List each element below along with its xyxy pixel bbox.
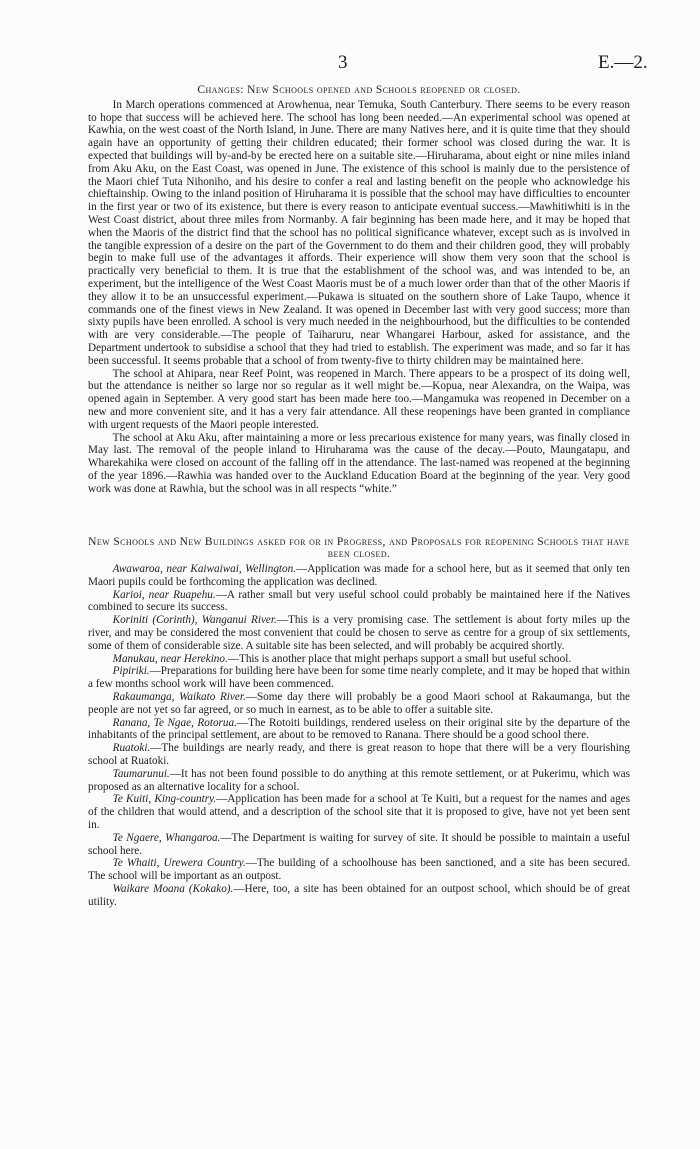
entry-paragraph [88,793,630,831]
entry-text: —Application has been made for a school at Te Kuiti, but a request for the names and ages of the children that would attend, and a description of the school site that it is proposed to give, have not yet been sent in. [88,793,630,832]
entry-paragraph [88,832,630,858]
place-name: Koriniti (Corinth), Wanganui River. [112,614,277,627]
place-name: Manukau, near Herekino. [112,652,228,665]
entry-text: —Application was made for a school here, but as it seemed that only ten Maori pupils could be forthcoming the application was declined. [88,563,630,588]
place-name: Karioi, near Ruapehu. [112,588,216,601]
entry-text: —The Department is waiting for survey of site. It should be possible to maintain a useful school here. [88,831,631,857]
place-name: Ruatoki. [112,742,151,755]
entry-paragraph [88,653,630,666]
place-name: Ranana, Te Ngae, Rotorua. [112,716,237,729]
entry-paragraph [88,614,630,652]
place-name: Rakaumanga, Waikato River. [112,691,246,704]
entry-paragraph [88,665,630,691]
entry-paragraph [88,742,630,768]
place-name: Te Whaiti, Urewera Country. [112,857,246,870]
place-name: Taumarunui. [112,767,170,780]
entry-paragraph [88,589,630,615]
paragraph: The school at Aku Aku, after maintaining a more or less precarious existence for many years, was finally closed in May last. The removal of the people inland to Hiruharama was the cause of the decay.—Pouto, Maungatapu, and Wharekahika were closed on account of the falling off in the attendance. The last-named was reopened at the beginning of the year 1896.—Rawhia was handed over to the Auckland Education Board at the beginning of the year. Very good work was done at Rawhia, but the school was in all respects “white.” [88,431,630,495]
entry-text: —Some day there will probably be a good Maori school at Rakaumanga, but the people are not yet so far agreed, or so much in earnest, as to be able to offer a suitable site. [88,691,630,716]
entry-text: —The building of a schoolhouse has been sanctioned, and a site has been secured. The school will be important as an outpost. [88,857,630,883]
entry-paragraph [88,717,630,743]
paragraph: The school at Ahipara, near Reef Point, was reopened in March. There appears to be a prospect of its doing well, but the attendance is neither so large nor so regular as it well might be.—Kopua, near Alexandra, on the Waipa, was opened again in September. A very good start has been made here too.—Mangamuka was reopened in December on a new and more convenient site, and it has a very fair attendance. All these reopenings have been granted in compliance with urgent requests of the Maori people interested. [88,367,630,431]
entry-text: —The Rotoiti buildings, rendered useless on their original site by the departure of the inhabitants of the principal settlement, are about to be removed to Ranana. There should be a good school there. [88,716,631,742]
entry-text: —Here, too, a site has been obtained for an outpost school, which should be of great utility. [88,883,630,908]
place-name: Awawaroa, near Kaiwaiwai, Wellington. [112,563,297,576]
entry-paragraph [88,768,630,794]
section-heading-changes: Changes: New Schools opened and Schools reopened or closed. [197,84,521,96]
paragraph: In March operations commenced at Arowhenua, near Temuka, South Canterbury. There seems to be every reason to hope that success will be achieved here. The school has long been needed.—An experimental school was opened at Kawhia, on the west coast of the North Island, in June. There are many Natives here, and it is quite time that they should again have an opportunity of getting their children educated; their former school was closed during the war. It is expected that buildings will by-and-by be erected here on a suitable site.—Hiruharama, about eight or nine miles inland from Aku Aku, on the East Coast, was opened in June. The existence of this school is mainly due to the persistence of the Maori chief Tuta Nihoniho, and his desire to confer a real and lasting benefit on the people who acknowledge his chieftainship. Owing to the inland position of Hiruharama it is possible that the school may have difficulties to encounter in the first year or two of its existence, but there is every reason to anticipate eventual success.—Mawhitiwhiti is in the West Coast district, about three miles from Normanby. A fair beginning has been made here, and it may be hoped that when the Maoris of the district find that the school has no political significance whatever, except such as is involved in the tangible expression of a desire on the part of the Government to do them and their children good, they will probably begin to make full use of the advantages it affords. Their experience will show them very soon that the school is practically very beneficial to them. It is true that the establishment of the school was, and was intended to be, an experiment, but the intelligence of the West Coast Maoris must be of a much lower order than that of the other Maoris if they allow it to be an unsuccessful experiment.—Pukawa is situated on the southern shore of Lake Taupo, whence it commands one of the finest views in New Zealand. It was opened in December last with very good success; more than sixty pupils have been enrolled. A school is very much needed in the neighbourhood, but the difficulties to be contended with are very considerable.—The people of Taiharuru, near Whangarei Harbour, asked for assistance, and the Department undertook to subsidise a school that they had tried to establish. The experiment was made, and so far it has been successful. It seems probable that a school of from twenty-five to thirty children may be maintained here. [88,98,630,367]
page-number: 3 [338,52,348,73]
place-name: Pipiriki. [112,665,150,678]
entry-text: —The buildings are nearly ready, and there is great reason to hope that there will be a very flourishing school at Ruatoki. [88,742,630,768]
page-content [88,84,630,909]
entry-paragraph [88,883,630,909]
place-name: Waikare Moana (Kokako). [112,883,234,896]
section-heading-new-schools: New Schools and New Buildings asked for or in Progress, and Proposals for reopening Schools that have been closed. [88,535,630,561]
document-reference: E.—2. [598,52,648,73]
entry-text: —This is a very promising case. The settlement is about forty miles up the river, and may be considered the most convenient that could be chosen to serve as centre for a group of six settlements, some of them of considerable size. A suitable site has been selected, and will probably be acquired shortly. [88,614,630,652]
entry-text: —A rather small but very useful school could probably be maintained here if the Natives combined to secure its success. [88,588,630,614]
entry-text: —Preparations for building here have been for some time nearly complete, and it may be hoped that within a few months school work will have been commenced. [88,665,630,691]
entry-text: —It has not been found possible to do anything at this remote settlement, or at Pukerimu, which was proposed as an alternative locality for a school. [88,767,630,793]
entry-text: —This is another place that might perhaps support a small but useful school. [227,652,572,665]
entry-paragraph [88,691,630,717]
place-name: Te Kuiti, King-country. [112,793,217,806]
place-name: Te Ngaere, Whangaroa. [112,831,221,844]
entry-paragraph [88,857,630,883]
entry-paragraph [88,563,630,589]
